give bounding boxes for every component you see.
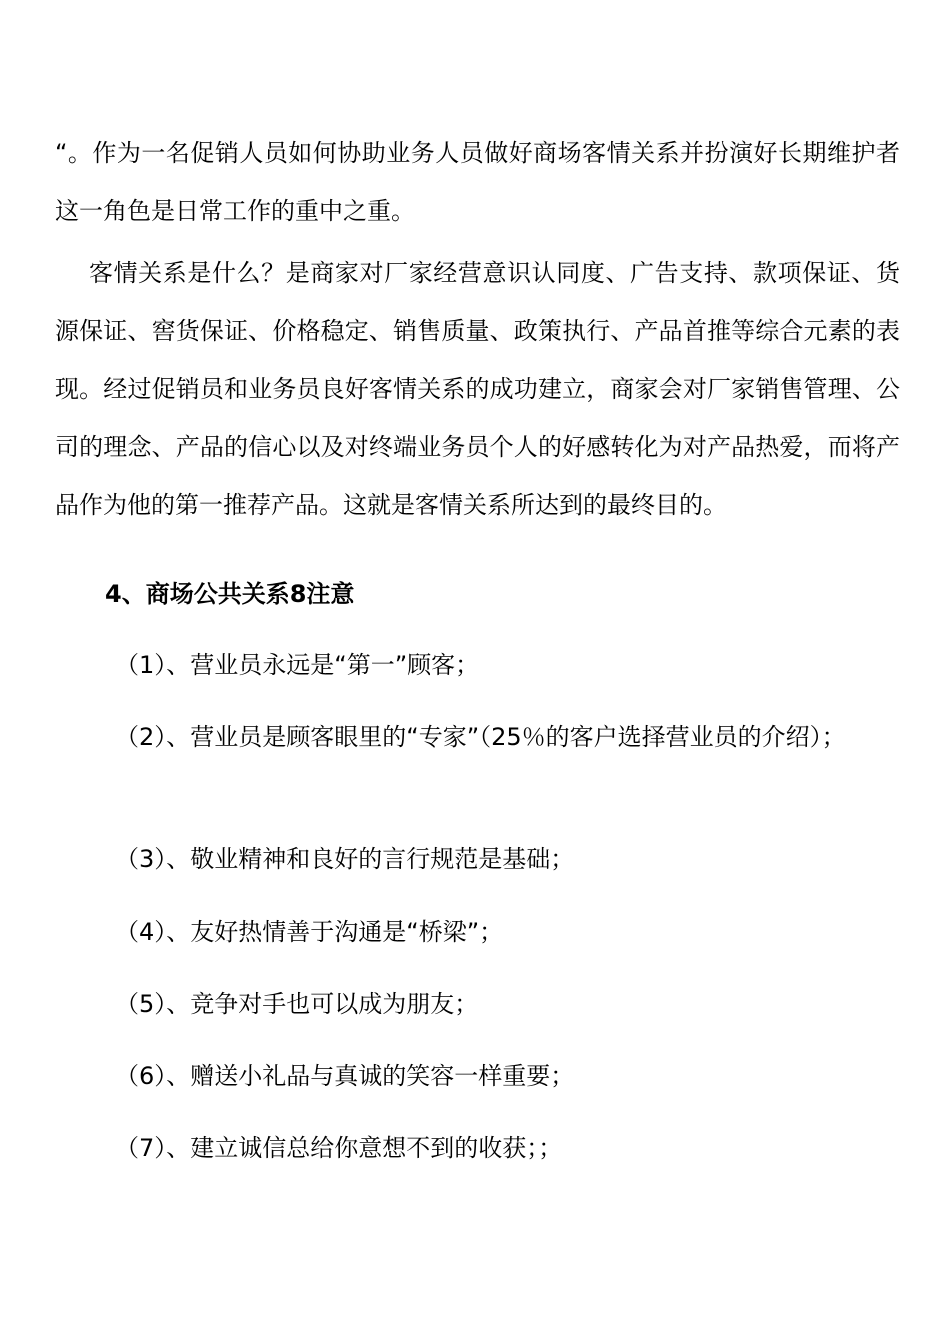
list-item: （6）、赠送小礼品与真诚的笑容一样重要；: [115, 1062, 575, 1090]
body-paragraph: “。作为一名促销人员如何协助业务人员做好商场客情关系并扮演好长期维护者这一角色是日常工作的重中之重。: [55, 139, 900, 225]
section-heading: 4、商场公共关系8注意: [105, 580, 355, 608]
list-item: （5）、竞争对手也可以成为朋友；: [115, 990, 479, 1018]
list-item: （1）、营业员永远是“第一”顾客；: [115, 651, 480, 679]
list-item: （4）、友好热情善于沟通是“桥梁”；: [115, 918, 504, 946]
list-item: （2）、营业员是顾客眼里的“专家”（25％的客户选择营业员的介绍）；: [115, 723, 846, 751]
body-paragraph: 客情关系是什么？是商家对厂家经营意识认同度、广告支持、款项保证、货源保证、窖货保证、价格稳定、销售质量、政策执行、产品首推等综合元素的表现。经过促销员和业务员良好客情关系的成功建立，商家会对厂家销售管理、公司的理念、产品的信心以及对终端业务员个人的好感转化为对产品热爱，而将产品作为他的第一推荐产品。这就是客情关系所达到的最终目的。: [55, 259, 900, 519]
list-item: （7）、建立诚信总给你意想不到的收获；；: [115, 1134, 563, 1162]
list-item: （3）、敬业精神和良好的言行规范是基础；: [115, 845, 575, 873]
